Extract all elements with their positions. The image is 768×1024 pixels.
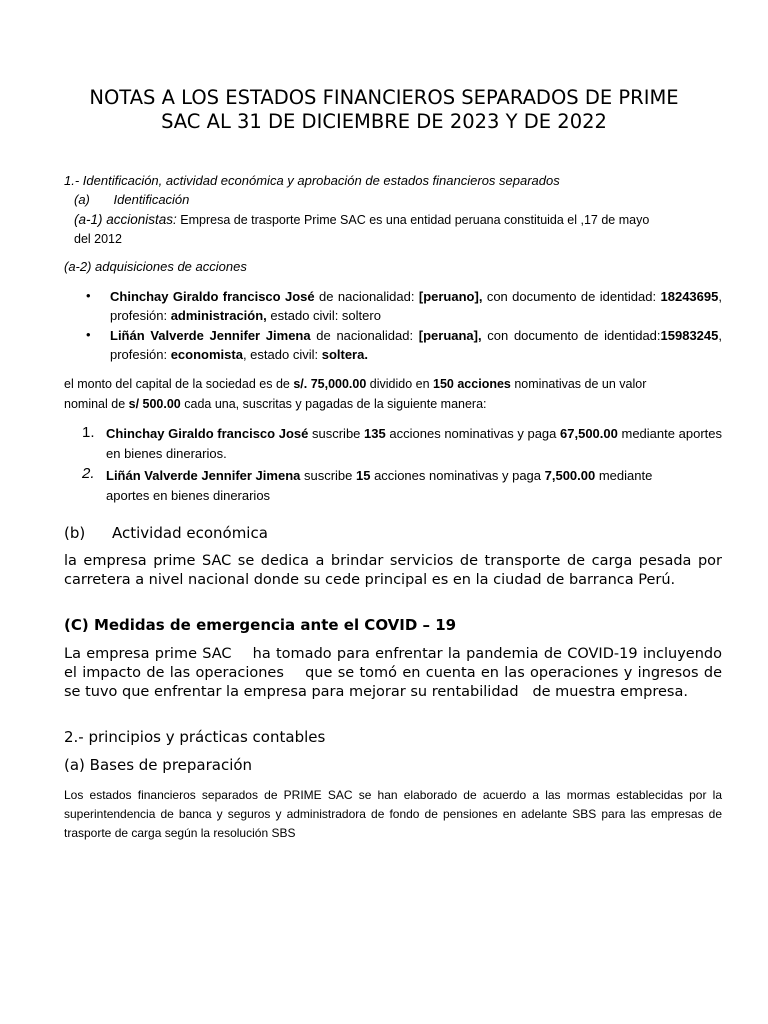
accionistas-line-2: del 2012 xyxy=(74,232,122,246)
section-b-text: la empresa prime SAC se dedica a brindar servicios de transporte de carga pesada por carretera a nivel nacional donde su cede principal es en la ciudad de barranca Perú. xyxy=(64,553,722,588)
section-b-heading: (b) Actividad económica xyxy=(64,524,268,542)
bullet-1-text: Chinchay Giraldo francisco José de nacionalidad: [peruano], con documento de identidad: 18243695, profesión: administración, estado civil: soltero xyxy=(110,289,722,323)
title-line-1: NOTAS A LOS ESTADOS FINANCIEROS SEPARADOS DE PRIME xyxy=(89,86,679,109)
list-item-1-text: Chinchay Giraldo francisco José suscribe 135 acciones nominativas y paga 67,500.00 mediante aportes en bienes dinerarios. xyxy=(106,426,722,461)
section2-heading: 2.- principios y prácticas contables xyxy=(64,728,326,746)
document-title xyxy=(40,86,728,134)
capital-paragraph: el monto del capital de la sociedad es de s/. 75,000.00 dividido en 150 acciones nominativas de un valor nominal de s/ 500.00 cada una, suscritas y pagadas de la siguiente manera: xyxy=(64,377,647,411)
list-item-2-number: 2. xyxy=(82,465,95,482)
section1-sub-a: (a) Identificación xyxy=(74,192,190,207)
section-c-text: La empresa prime SAC ha tomado para enfrentar la pandemia de COVID-19 incluyendo el impacto de las operaciones que se tomó en cuenta en las operaciones y ingresos de se tuvo que enfrentar la empresa para mejorar su rentabilidad de muestra empresa. xyxy=(64,646,727,700)
adquisiciones-heading: (a-2) adquisiciones de acciones xyxy=(64,259,247,274)
accionistas-line-1: (a-1) accionistas: Empresa de trasporte Prime SAC es una entidad peruana constituida el ,17 de mayo xyxy=(74,212,650,227)
section1-heading: 1.- Identificación, actividad económica y aprobación de estados financieros separados xyxy=(64,173,560,188)
section-c-heading: (C) Medidas de emergencia ante el COVID – 19 xyxy=(64,616,457,634)
section2-sub-a: (a) Bases de preparación xyxy=(64,756,253,774)
bullet-2-marker: • xyxy=(86,327,91,342)
bullet-2-text: Liñán Valverde Jennifer Jimena de nacionalidad: [peruana], con documento de identidad:15983245, profesión: economista, estado civil: soltera. xyxy=(110,328,722,362)
title-line-2: SAC AL 31 DE DICIEMBRE DE 2023 Y DE 2022 xyxy=(161,110,607,133)
bullet-1-marker: • xyxy=(86,288,91,303)
list-item-1-number: 1. xyxy=(82,424,95,441)
section2-text: Los estados financieros separados de PRIME SAC se han elaborado de acuerdo a las mormas establecidas por la superintendencia de banca y seguros y administradora de fondo de pensiones en adelante SBS para las empresas de trasporte de carga según la resolución SBS xyxy=(64,788,722,840)
list-item-2-text: Liñán Valverde Jennifer Jimena suscribe 15 acciones nominativas y paga 7,500.00 mediante aportes en bienes dinerarios xyxy=(106,468,653,503)
